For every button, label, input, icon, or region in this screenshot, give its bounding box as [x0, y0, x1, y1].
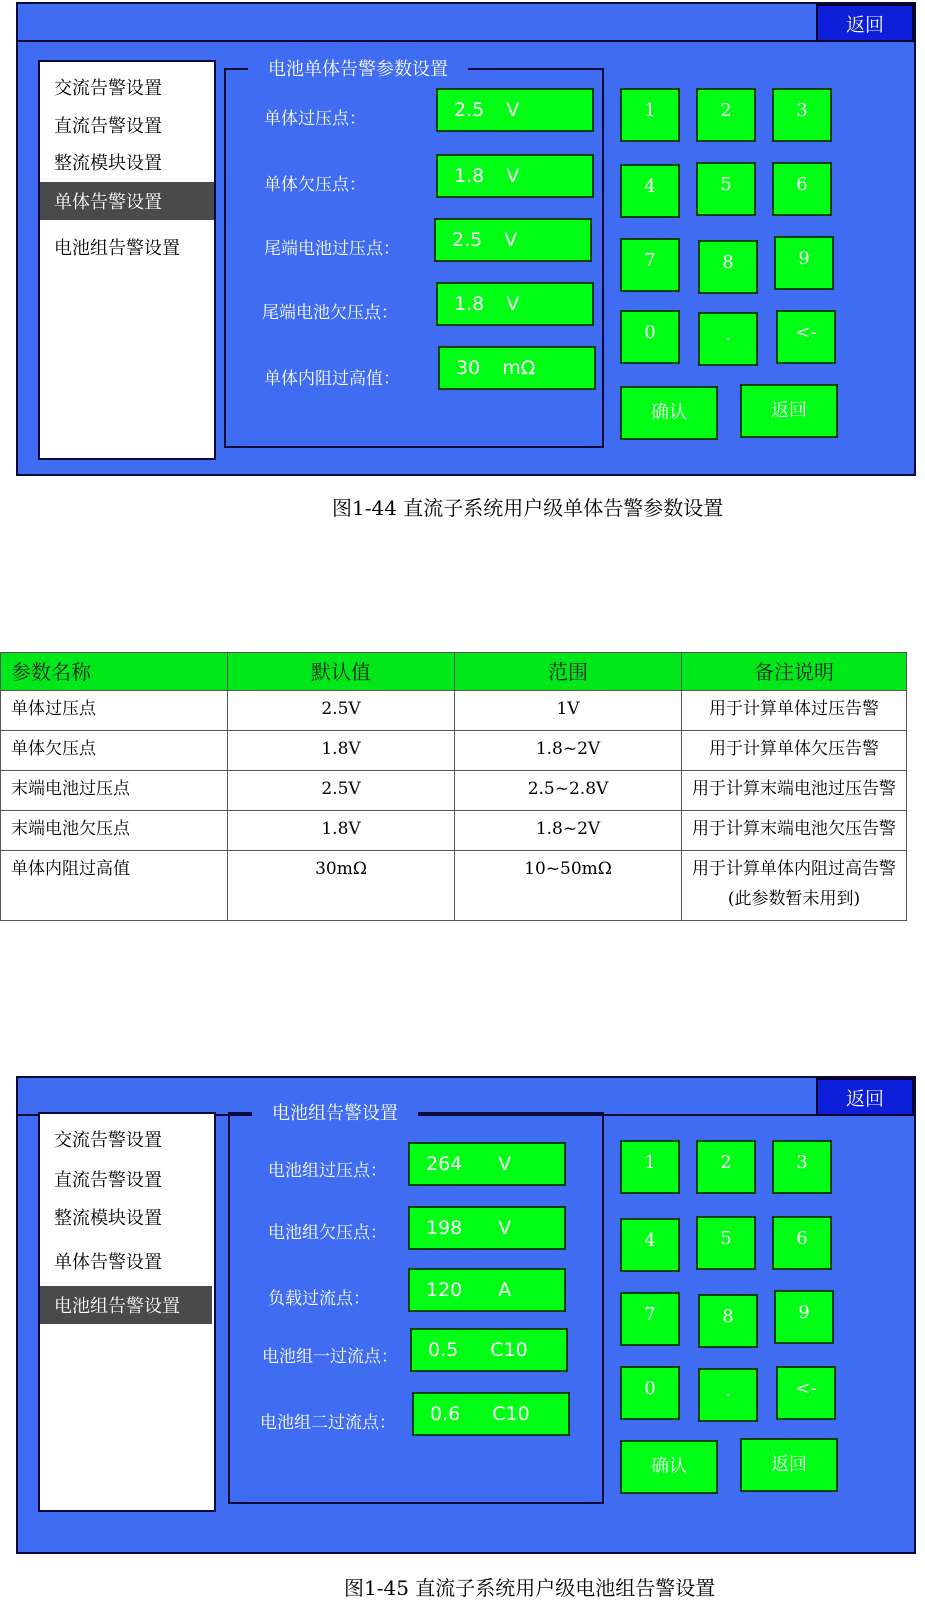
- table-cell: 末端电池欠压点: [1, 811, 228, 851]
- table-cell: 1.8V: [228, 811, 455, 851]
- key-1[interactable]: 1: [620, 88, 680, 142]
- table-cell: 末端电池过压点: [1, 771, 228, 811]
- param-label: 单体欠压点：: [264, 175, 366, 195]
- table-cell: 1.8~2V: [455, 731, 682, 771]
- back-button[interactable]: 返回: [740, 384, 838, 438]
- param-unit: C10: [492, 1403, 530, 1425]
- key-1[interactable]: 1: [620, 1140, 680, 1194]
- param-label: 电池组过压点：: [268, 1161, 387, 1181]
- param-label: 尾端电池欠压点：: [262, 303, 398, 323]
- menu-item-battery-group-alarm[interactable]: 电池组告警设置: [54, 238, 180, 259]
- menu-item-ac-alarm[interactable]: 交流告警设置: [54, 78, 162, 99]
- table-row: [1, 771, 907, 811]
- key-3[interactable]: 3: [772, 1140, 832, 1194]
- param-value-field[interactable]: [436, 154, 594, 198]
- param-label: 尾端电池过压点：: [264, 239, 400, 259]
- param-group-title: 电池组告警设置: [252, 1102, 418, 1126]
- table-header: 参数名称: [1, 653, 228, 691]
- key-0[interactable]: 0: [620, 310, 680, 364]
- table-cell: 用于计算单体欠压告警: [682, 731, 907, 771]
- table-cell: 30mΩ: [228, 851, 455, 921]
- table-cell: 用于计算单体内阻过高告警(此参数暂未用到): [682, 851, 907, 921]
- table-row: [1, 731, 907, 771]
- param-unit: mΩ: [502, 357, 536, 379]
- param-value-field[interactable]: [408, 1206, 566, 1250]
- param-value: 264: [426, 1153, 463, 1175]
- table-cell: 10~50mΩ: [455, 851, 682, 921]
- table-cell: 单体过压点: [1, 691, 228, 731]
- top-back-button[interactable]: 返回: [816, 1078, 914, 1116]
- key-7[interactable]: 7: [620, 1292, 680, 1346]
- table-header: 默认值: [228, 653, 455, 691]
- menu-item-dc-alarm[interactable]: 直流告警设置: [54, 116, 162, 137]
- key-2[interactable]: 2: [696, 88, 756, 142]
- key-9[interactable]: 9: [774, 236, 834, 290]
- param-label: 电池组一过流点：: [262, 1347, 398, 1367]
- menu-item-rectifier[interactable]: 整流模块设置: [54, 1208, 162, 1229]
- key-6[interactable]: 6: [772, 162, 832, 216]
- param-label: 电池组欠压点：: [268, 1223, 387, 1243]
- screen-panel-2: [16, 1076, 916, 1554]
- top-back-button[interactable]: 返回: [816, 4, 914, 42]
- param-unit: V: [506, 99, 520, 121]
- confirm-button[interactable]: 确认: [620, 1440, 718, 1494]
- param-unit: A: [498, 1279, 512, 1301]
- figure-caption-2: 图1-45 直流子系统用户级电池组告警设置: [344, 1576, 716, 1600]
- menu-item-battery-group-alarm[interactable]: 电池组告警设置: [40, 1286, 212, 1324]
- side-menu: [38, 60, 216, 460]
- table-header-row: [1, 653, 907, 691]
- param-unit: C10: [490, 1339, 528, 1361]
- param-value: 2.5: [452, 229, 483, 251]
- menu-item-ac-alarm[interactable]: 交流告警设置: [54, 1130, 162, 1151]
- table-cell: 2.5V: [228, 691, 455, 731]
- key-2[interactable]: 2: [696, 1140, 756, 1194]
- key-dot[interactable]: .: [698, 1368, 758, 1422]
- param-value: 30: [456, 357, 481, 379]
- param-value-field[interactable]: [436, 282, 594, 326]
- param-unit: V: [498, 1153, 512, 1175]
- figure-caption-1: 图1-44 直流子系统用户级单体告警参数设置: [332, 496, 724, 520]
- key-dot[interactable]: .: [698, 312, 758, 366]
- key-8[interactable]: 8: [698, 240, 758, 294]
- key-3[interactable]: 3: [772, 88, 832, 142]
- param-value: 2.5: [454, 99, 485, 121]
- param-unit: V: [506, 165, 520, 187]
- top-bar: [18, 4, 914, 42]
- param-label: 单体过压点：: [264, 109, 366, 129]
- param-label: 电池组二过流点：: [260, 1413, 396, 1433]
- table-cell: 单体欠压点: [1, 731, 228, 771]
- param-group-title: 电池单体告警参数设置: [248, 58, 468, 82]
- key-backspace[interactable]: <-: [776, 310, 836, 364]
- table-header: 范围: [455, 653, 682, 691]
- table-row: [1, 851, 907, 921]
- key-4[interactable]: 4: [620, 164, 680, 218]
- screen-panel-1: [16, 2, 916, 476]
- key-6[interactable]: 6: [772, 1216, 832, 1270]
- param-unit: V: [504, 229, 518, 251]
- param-value-field[interactable]: [408, 1142, 566, 1186]
- table-cell: 1V: [455, 691, 682, 731]
- param-value-field[interactable]: [436, 88, 594, 132]
- param-table: [0, 652, 907, 921]
- key-5[interactable]: 5: [696, 162, 756, 216]
- param-value: 120: [426, 1279, 463, 1301]
- back-button[interactable]: 返回: [740, 1438, 838, 1492]
- param-value: 0.5: [428, 1339, 459, 1361]
- confirm-button[interactable]: 确认: [620, 386, 718, 440]
- param-unit: V: [498, 1217, 512, 1239]
- param-label: 单体内阻过高值：: [264, 369, 400, 389]
- param-value-field[interactable]: [412, 1392, 570, 1436]
- table-cell: 用于计算单体过压告警: [682, 691, 907, 731]
- table-cell: 1.8~2V: [455, 811, 682, 851]
- table-cell: 单体内阻过高值: [1, 851, 228, 921]
- table-cell: 用于计算末端电池欠压告警: [682, 811, 907, 851]
- param-value-field[interactable]: [408, 1268, 566, 1312]
- table-header: 备注说明: [682, 653, 907, 691]
- menu-item-dc-alarm[interactable]: 直流告警设置: [54, 1170, 162, 1191]
- table-row: [1, 811, 907, 851]
- key-5[interactable]: 5: [696, 1216, 756, 1270]
- top-bar: [18, 1078, 914, 1116]
- param-value-field[interactable]: [438, 346, 596, 390]
- key-backspace[interactable]: <-: [776, 1366, 836, 1420]
- menu-item-cell-alarm[interactable]: 单体告警设置: [54, 1252, 162, 1273]
- param-value: 198: [426, 1217, 463, 1239]
- menu-item-cell-alarm[interactable]: 单体告警设置: [40, 182, 214, 220]
- param-unit: V: [506, 293, 520, 315]
- param-value: 0.6: [430, 1403, 461, 1425]
- table-row: [1, 691, 907, 731]
- table-cell: 1.8V: [228, 731, 455, 771]
- key-9[interactable]: 9: [774, 1290, 834, 1344]
- key-7[interactable]: 7: [620, 238, 680, 292]
- param-value-field[interactable]: [410, 1328, 568, 1372]
- side-menu: [38, 1112, 216, 1512]
- key-4[interactable]: 4: [620, 1218, 680, 1272]
- key-0[interactable]: 0: [620, 1366, 680, 1420]
- table-cell: 2.5V: [228, 771, 455, 811]
- param-value: 1.8: [454, 165, 485, 187]
- param-value: 1.8: [454, 293, 485, 315]
- table-cell: 2.5~2.8V: [455, 771, 682, 811]
- key-8[interactable]: 8: [698, 1294, 758, 1348]
- param-value-field[interactable]: [434, 218, 592, 262]
- menu-item-rectifier[interactable]: 整流模块设置: [54, 153, 162, 174]
- param-label: 负载过流点：: [268, 1289, 370, 1309]
- table-cell: 用于计算末端电池过压告警: [682, 771, 907, 811]
